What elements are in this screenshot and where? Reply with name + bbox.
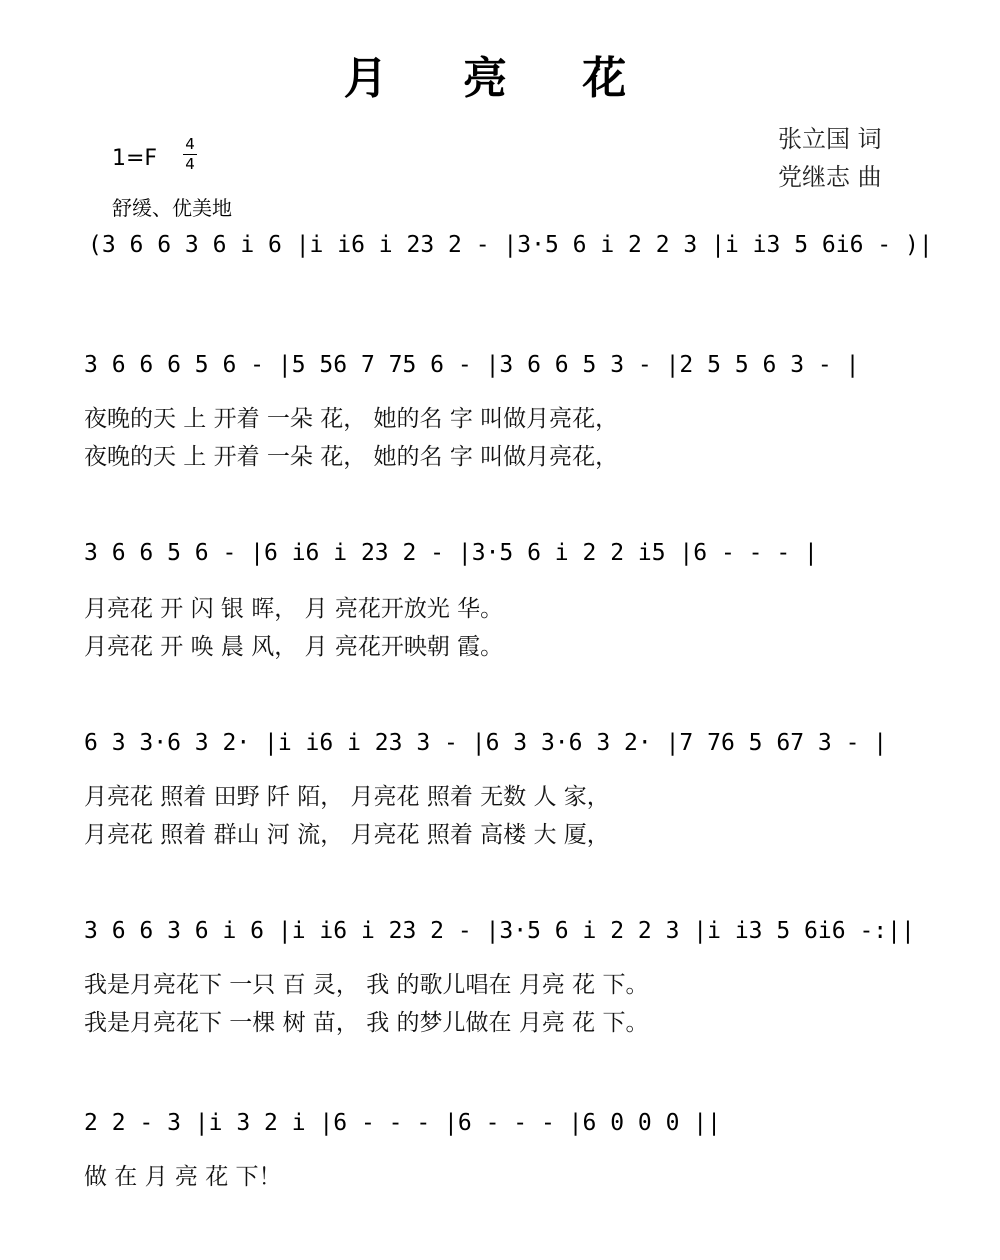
system-5-notes: 3 6 6 3 6 i 6 |i i6 i 23 2 - |3·5 6 i 2 2 3 |i i3 5 6i6 -:|| [84, 918, 915, 944]
system-3-lyric-2: 月亮花 开 唤 晨 风， 月 亮花开映朝 霞。 [84, 634, 504, 660]
system-4-lyric-1: 月亮花 照着 田野 阡 陌， 月亮花 照着 无数 人 家， [84, 784, 610, 810]
composer: 党继志 曲 [778, 163, 882, 191]
system-2-lyric-2: 夜晚的天 上 开着 一朵 花， 她的名 字 叫做月亮花， [84, 444, 619, 470]
system-2-lyric-1: 夜晚的天 上 开着 一朵 花， 她的名 字 叫做月亮花， [84, 406, 619, 432]
system-1-notes: (3 6 6 3 6 i 6 |i i6 i 23 2 - |3·5 6 i 2 2 3 |i i3 5 6i6 - )| [88, 232, 933, 258]
system-3-notes: 3 6 6 5 6 - |6 i6 i 23 2 - |3·5 6 i 2 2 i5 |6 - - - | [84, 540, 818, 566]
key-signature: 1=F [112, 146, 158, 171]
time-signature [183, 136, 197, 173]
credits [778, 120, 882, 196]
system-4-notes: 6 3 3·6 3 2· |i i6 i 23 3 - |6 3 3·6 3 2· |7 76 5 67 3 - | [84, 730, 888, 756]
time-signature-bottom: 4 [185, 155, 195, 173]
system-2-notes: 3 6 6 6 5 6 - |5 56 7 75 6 - |3 6 6 5 3 - |2 5 5 6 3 - | [84, 352, 860, 378]
lyricist: 张立国 词 [778, 125, 882, 153]
system-3-lyric-1: 月亮花 开 闪 银 晖， 月 亮花开放光 华。 [84, 596, 504, 622]
system-4-lyric-2: 月亮花 照着 群山 河 流， 月亮花 照着 高楼 大 厦， [84, 822, 610, 848]
time-signature-top: 4 [185, 135, 195, 153]
system-5-lyric-2: 我是月亮花下 一棵 树 苗， 我 的梦儿做在 月亮 花 下。 [84, 1010, 649, 1036]
system-5-lyric-1: 我是月亮花下 一只 百 灵， 我 的歌儿唱在 月亮 花 下。 [84, 972, 649, 998]
system-6-notes: 2 2 - 3 |i 3 2 i |6 - - - |6 - - - |6 0 0 0 || [84, 1110, 721, 1136]
tempo-marking: 舒缓、优美地 [112, 196, 232, 220]
song-title: 月 亮 花 [343, 53, 657, 104]
system-6-lyric-1: 做 在 月 亮 花 下！ [84, 1164, 282, 1190]
